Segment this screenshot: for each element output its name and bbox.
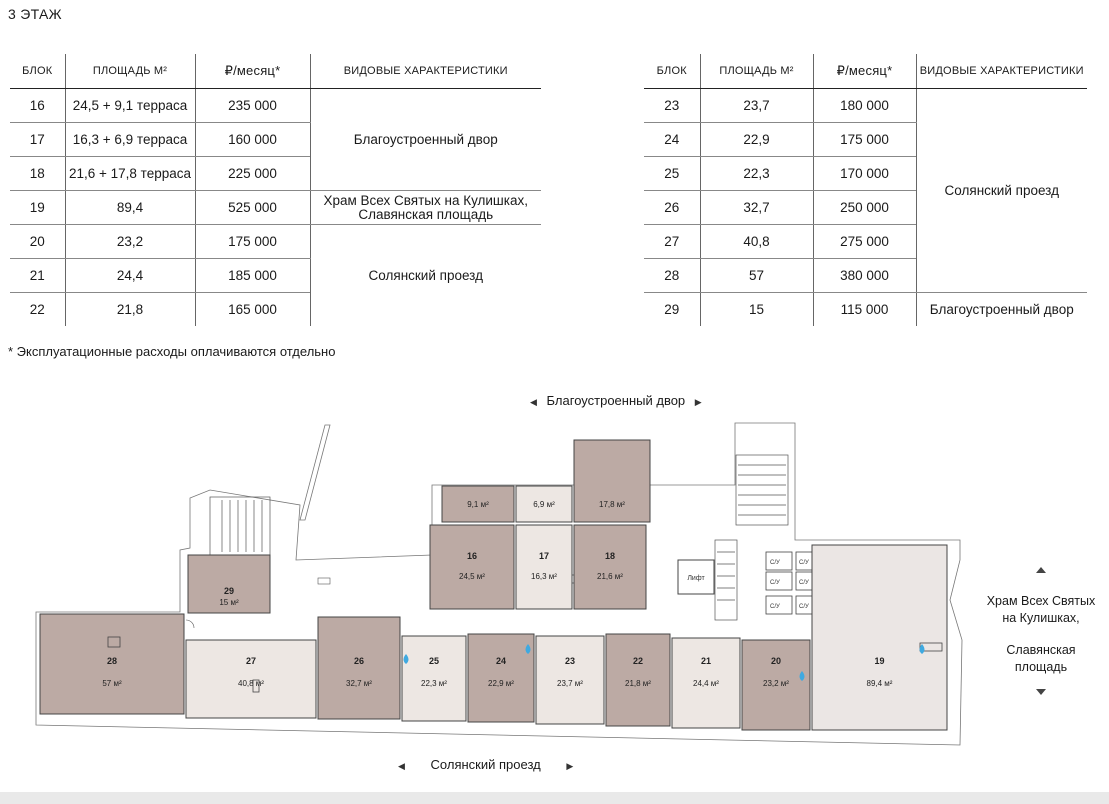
left-blocks-table (10, 54, 541, 326)
cell-area: 57 (700, 259, 813, 293)
arrow-left-icon: ◀ (398, 761, 405, 771)
wc-label: С/У (770, 560, 780, 566)
bottom-bar (0, 792, 1109, 804)
unit-number: 22 (632, 656, 644, 666)
table-row (10, 225, 541, 259)
cell-view: Благоустроенный двор (916, 293, 1087, 327)
unit-number: 29 (223, 586, 235, 596)
table-row (10, 89, 541, 123)
cell-price: 165 000 (195, 293, 310, 327)
col-header-area: ПЛОЩАДЬ М² (65, 54, 195, 89)
plan-unit-24[interactable] (468, 634, 534, 722)
arrow-left-icon: ◀ (530, 397, 537, 407)
unit-shape (812, 545, 947, 730)
cell-area: 16,3 + 6,9 терраса (65, 123, 195, 157)
table-header-row (10, 54, 541, 89)
unit-area: 22,9 м² (488, 679, 514, 688)
street-label-top (530, 393, 702, 408)
plan-unit-22[interactable] (606, 634, 670, 726)
footnote: * Эксплуатационные расходы оплачиваются отдельно (8, 344, 336, 359)
wc-label: С/У (799, 580, 809, 586)
cell-block: 26 (644, 191, 700, 225)
cell-view (310, 191, 541, 225)
table-header-row (644, 54, 1087, 89)
col-header-block: БЛОК (10, 54, 65, 89)
arrow-down-icon (1036, 689, 1046, 695)
cell-block: 23 (644, 89, 700, 123)
unit-number: 17 (538, 551, 550, 561)
cell-view: Солянский проезд (310, 225, 541, 327)
col-header-view: ВИДОВЫЕ ХАРАКТЕРИСТИКИ (310, 54, 541, 89)
cell-block: 17 (10, 123, 65, 157)
arrow-right-icon: ▶ (566, 761, 574, 771)
plan-terrace[interactable] (442, 486, 514, 522)
plan-unit-28[interactable] (40, 614, 184, 714)
side-label-square (982, 642, 1100, 676)
col-header-price: ₽/месяц* (195, 54, 310, 89)
unit-number: 16 (466, 551, 478, 561)
cell-block: 29 (664, 301, 680, 317)
cell-price: 170 000 (813, 157, 916, 191)
unit-area: 15 м² (219, 598, 239, 607)
cell-block: 18 (10, 157, 65, 191)
unit-area: 89,4 м² (866, 679, 893, 688)
unit-area: 23,7 м² (557, 679, 583, 688)
wc-label: С/У (799, 560, 809, 566)
unit-shape (468, 634, 534, 722)
cell-block: 20 (10, 225, 65, 259)
cell-price: 235 000 (195, 89, 310, 123)
cell-block: 16 (10, 89, 65, 123)
col-header-area: ПЛОЩАДЬ М² (700, 54, 813, 89)
terrace-area: 6,9 м² (533, 500, 555, 509)
cell-area: 24,5 + 9,1 терраса (65, 89, 195, 123)
unit-area: 57 м² (102, 679, 122, 688)
wc-label: С/У (799, 604, 809, 610)
lift-label: Лифт (687, 575, 705, 582)
col-header-view: ВИДОВЫЕ ХАРАКТЕРИСТИКИ (916, 54, 1087, 89)
plan-unit-26[interactable] (318, 617, 400, 719)
unit-area: 24,5 м² (459, 572, 485, 581)
unit-number: 28 (106, 656, 118, 666)
unit-number: 27 (245, 656, 257, 666)
unit-number: 20 (770, 656, 782, 666)
cell-area: 89,4 (65, 191, 195, 225)
door-arc (186, 620, 194, 628)
wc-label: С/У (770, 580, 780, 586)
cell-area: 21,6 + 17,8 терраса (65, 157, 195, 191)
cell-block: 21 (10, 259, 65, 293)
side-temple-line1: Храм Всех Святых (986, 594, 1096, 608)
col-header-block: БЛОК (644, 54, 700, 89)
unit-area: 16,3 м² (531, 572, 557, 581)
unit-number: 18 (604, 551, 616, 561)
cell-block: 22 (29, 301, 45, 317)
street-top-text: Благоустроенный двор (546, 393, 686, 408)
unit-area: 21,8 м² (625, 679, 651, 688)
cell-area: 22,3 (700, 157, 813, 191)
cabinet (318, 578, 330, 584)
cell-view: Благоустроенный двор (310, 89, 541, 191)
cell-price: 250 000 (813, 191, 916, 225)
cell-area: 40,8 (700, 225, 813, 259)
stairs-right (715, 455, 788, 620)
cell-price: 175 000 (813, 123, 916, 157)
table-row (10, 191, 541, 225)
cell-block: 24 (644, 123, 700, 157)
cell-price: 175 000 (195, 225, 310, 259)
page-title: 3 ЭТАЖ (8, 6, 62, 22)
table-row (644, 89, 1087, 123)
side-square-line1: Славянская (1006, 643, 1076, 657)
unit-number: 19 (874, 656, 885, 666)
cell-area: 24,4 (65, 259, 195, 293)
cell-block: 25 (644, 157, 700, 191)
courtyard-outline (300, 425, 330, 520)
unit-number: 25 (428, 656, 440, 666)
floor-plan (0, 360, 1109, 804)
cell-area: 32,7 (700, 191, 813, 225)
side-label-temple (982, 593, 1100, 627)
plan-unit-27[interactable] (186, 640, 316, 718)
plan-unit-17[interactable] (516, 525, 572, 609)
cell-block: 28 (644, 259, 700, 293)
cell-block: 19 (10, 191, 65, 225)
unit-shape (516, 525, 572, 609)
cell-price: 275 000 (813, 225, 916, 259)
side-square-line2: площадь (1014, 660, 1068, 674)
unit-number: 24 (495, 656, 507, 666)
cell-area: 21,8 (65, 293, 195, 327)
unit-area: 22,3 м² (421, 679, 447, 688)
arrow-up-icon (1036, 567, 1046, 573)
plan-terrace[interactable] (574, 440, 650, 522)
plan-unit-16[interactable] (430, 525, 514, 609)
wc-label: С/У (770, 604, 780, 610)
cell-block: 27 (644, 225, 700, 259)
arrow-right-icon: ▶ (694, 397, 702, 407)
unit-area: 23,2 м² (763, 679, 789, 688)
cell-area: 22,9 (700, 123, 813, 157)
cell-area: 23,2 (65, 225, 195, 259)
unit-shape (318, 617, 400, 719)
plan-unit-18[interactable] (574, 525, 646, 609)
cell-price: 380 000 (813, 259, 916, 293)
unit-area: 24,4 м² (693, 679, 719, 688)
plan-unit-29[interactable] (188, 555, 270, 613)
table-row (644, 293, 1087, 327)
plan-unit-20[interactable] (742, 640, 810, 730)
plan-unit-23[interactable] (536, 636, 604, 724)
terrace-shape (574, 440, 650, 522)
unit-shape (574, 525, 646, 609)
unit-area: 40,8 м² (238, 679, 264, 688)
right-blocks-table (644, 54, 1087, 326)
street-label-bottom (398, 757, 573, 772)
terrace-area: 17,8 м² (599, 500, 625, 509)
cell-price: 225 000 (195, 157, 310, 191)
plan-terrace[interactable] (516, 486, 572, 522)
cell-price: 160 000 (195, 123, 310, 157)
cell-area: 23,7 (700, 89, 813, 123)
cell-price: 525 000 (195, 191, 310, 225)
plan-unit-21[interactable] (672, 638, 740, 728)
view-temple-line1: Храм Всех Святых на Кулишках, (323, 192, 528, 208)
side-temple-line2: на Кулишках, (1002, 611, 1080, 625)
cell-price: 180 000 (813, 89, 916, 123)
unit-area: 32,7 м² (346, 679, 372, 688)
street-bottom-text: Солянский проезд (430, 757, 541, 772)
cell-price: 185 000 (195, 259, 310, 293)
terrace-area: 9,1 м² (467, 500, 489, 509)
plan-unit-25[interactable] (402, 636, 466, 721)
cell-price: 115 000 (813, 293, 916, 327)
unit-number: 26 (353, 656, 365, 666)
stairs-left (210, 497, 270, 555)
unit-shape (430, 525, 514, 609)
cell-area: 15 (700, 293, 813, 327)
plan-unit-19[interactable] (812, 545, 947, 730)
unit-area: 21,6 м² (597, 572, 623, 581)
unit-number: 21 (700, 656, 712, 666)
col-header-price: ₽/месяц* (813, 54, 916, 89)
unit-number: 23 (564, 656, 576, 666)
cell-view: Солянский проезд (916, 89, 1087, 293)
view-temple-line2: Славянская площадь (358, 206, 494, 222)
